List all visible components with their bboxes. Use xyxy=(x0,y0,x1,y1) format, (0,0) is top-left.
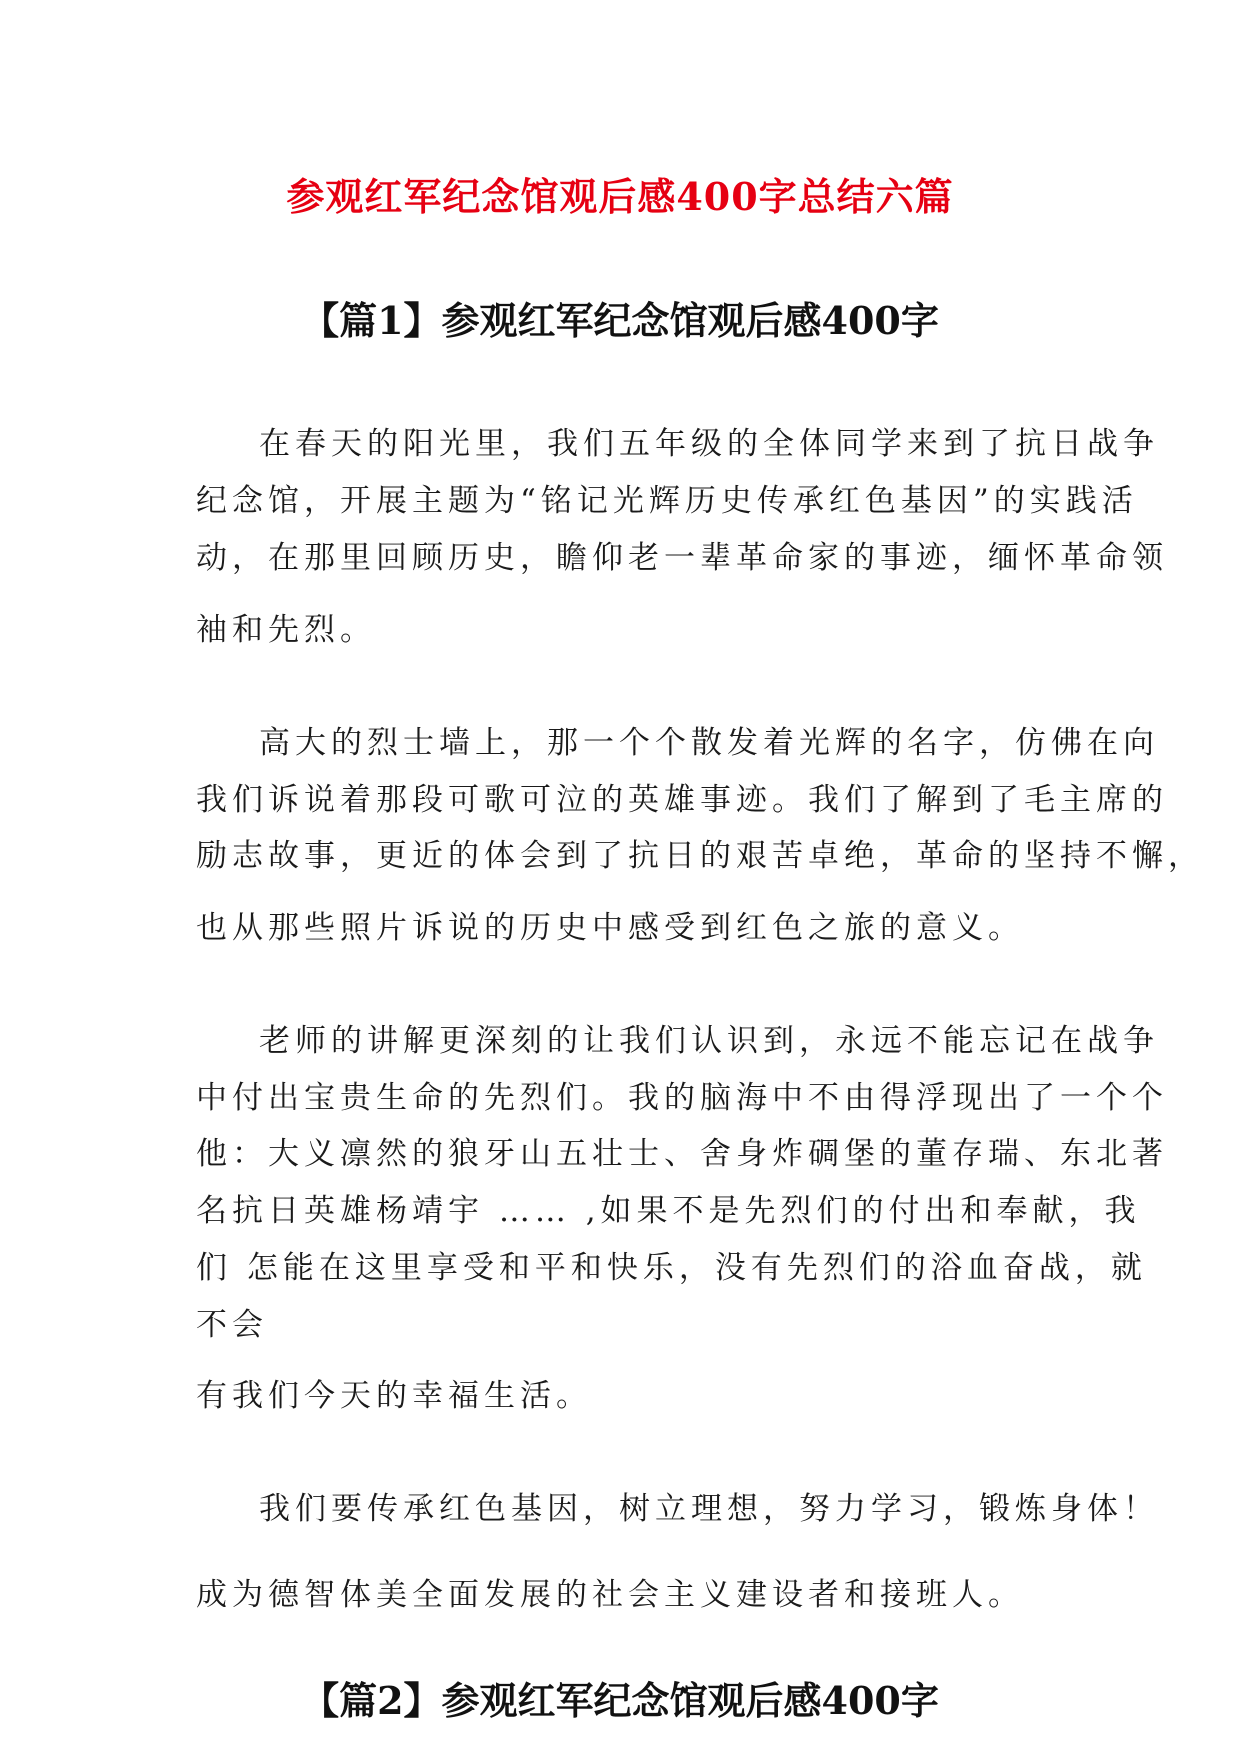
paragraph-line: 动，在那里回顾历史，瞻仰老一辈革命家的事迹，缅怀革命领 xyxy=(196,540,1168,576)
paragraph-line: 成为德智体美全面发展的社会主义建设者和接班人。 xyxy=(196,1577,1024,1613)
paragraph-line: 们 怎能在这里享受和平和快乐，没有先烈们的浴血奋战，就 xyxy=(196,1250,1147,1286)
paragraph-line: 老师的讲解更深刻的让我们认识到，永远不能忘记在战争 xyxy=(259,1023,1159,1059)
paragraph-line: 我们诉说着那段可歌可泣的英雄事迹。我们了解到了毛主席的 xyxy=(196,782,1168,818)
paragraph-line: 我们要传承红色基因，树立理想，努力学习，锻炼身体！ xyxy=(259,1491,1159,1527)
paragraph-line: 也从那些照片诉说的历史中感受到红色之旅的意义。 xyxy=(196,910,1024,946)
paragraph-line: 他：大义凛然的狼牙山五壮士、舍身炸碉堡的董存瑞、东北著 xyxy=(196,1136,1168,1172)
paragraph-line: 有我们今天的幸福生活。 xyxy=(196,1378,592,1414)
paragraph-line: 纪念馆，开展主题为“铭记光辉历史传承红色基因”的实践活 xyxy=(196,483,1138,519)
paragraph-line: 名抗日英雄杨靖宇 …… ,如果不是先烈们的付出和奉献，我 xyxy=(196,1193,1141,1229)
paragraph-line: 袖和先烈。 xyxy=(196,612,376,648)
section-heading-2: 【篇2】参观红军纪念馆观后感400字 xyxy=(301,1678,939,1723)
paragraph-line: 中付出宝贵生命的先烈们。我的脑海中不由得浮现出了一个个 xyxy=(196,1080,1168,1116)
paragraph-line: 高大的烈士墙上，那一个个散发着光辉的名字，仿佛在向 xyxy=(259,725,1159,761)
document-title: 参观红军纪念馆观后感400字总结六篇 xyxy=(286,174,954,219)
section-heading-1: 【篇1】参观红军纪念馆观后感400字 xyxy=(301,298,939,343)
paragraph-line: 励志故事，更近的体会到了抗日的艰苦卓绝，革命的坚持不懈， xyxy=(196,838,1204,874)
paragraph-line: 不会 xyxy=(196,1307,268,1343)
paragraph-line: 在春天的阳光里，我们五年级的全体同学来到了抗日战争 xyxy=(259,426,1159,462)
